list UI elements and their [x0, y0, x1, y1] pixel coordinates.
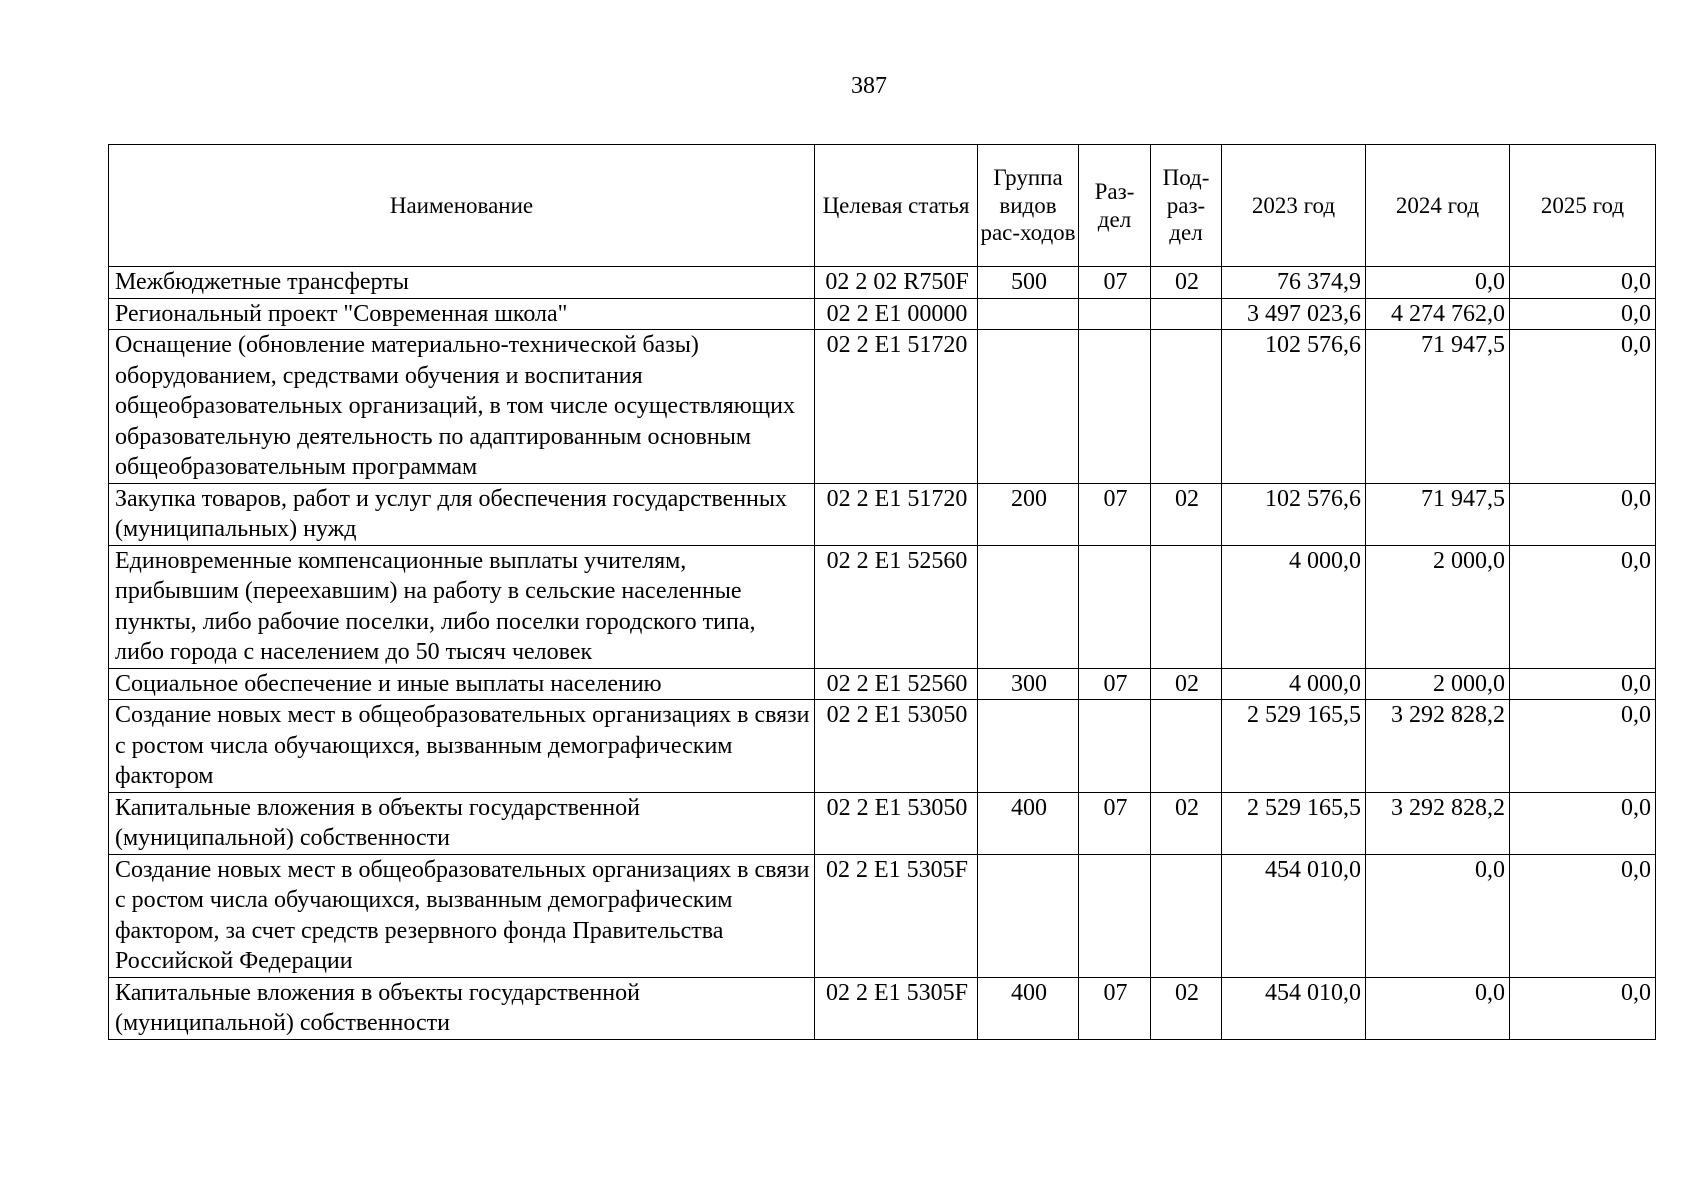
cell-year-2024: 4 274 762,0: [1366, 298, 1510, 330]
cell-year-2025: 0,0: [1510, 483, 1656, 545]
cell-subsection: 02: [1151, 267, 1222, 299]
cell-year-2023: 4 000,0: [1222, 668, 1366, 700]
table-row: [109, 792, 1656, 854]
cell-subsection: [1151, 545, 1222, 668]
header-year-2024: 2024 год: [1366, 145, 1510, 267]
cell-subsection: 02: [1151, 483, 1222, 545]
cell-year-2025: 0,0: [1510, 792, 1656, 854]
cell-year-2024: 0,0: [1366, 267, 1510, 299]
table-row: [109, 977, 1656, 1039]
cell-subsection: [1151, 330, 1222, 484]
cell-target-article: 02 2 E1 52560: [815, 545, 978, 668]
cell-section: 07: [1079, 977, 1151, 1039]
cell-year-2023: 2 529 165,5: [1222, 700, 1366, 793]
cell-name: Оснащение (обновление материально-технической базы) оборудованием, средствами обучения и воспитания общеобразовательных организаций, в том числе осуществляющих образовательную деятельность по адаптированным основным общеобразовательным программам: [109, 330, 815, 484]
table-header-row: [109, 145, 1656, 267]
cell-name: Социальное обеспечение и иные выплаты населению: [109, 668, 815, 700]
cell-year-2024: 71 947,5: [1366, 330, 1510, 484]
cell-year-2024: 2 000,0: [1366, 545, 1510, 668]
cell-name: Региональный проект "Современная школа": [109, 298, 815, 330]
cell-section: 07: [1079, 267, 1151, 299]
cell-section: [1079, 545, 1151, 668]
cell-year-2025: 0,0: [1510, 330, 1656, 484]
table-body: [109, 267, 1656, 1040]
cell-section: [1079, 700, 1151, 793]
cell-target-article: 02 2 E1 51720: [815, 330, 978, 484]
cell-expense-group: 400: [978, 977, 1079, 1039]
table-row: [109, 545, 1656, 668]
cell-year-2025: 0,0: [1510, 700, 1656, 793]
cell-target-article: 02 2 E1 51720: [815, 483, 978, 545]
cell-year-2025: 0,0: [1510, 545, 1656, 668]
cell-expense-group: [978, 298, 1079, 330]
cell-year-2023: 2 529 165,5: [1222, 792, 1366, 854]
cell-year-2024: 0,0: [1366, 854, 1510, 977]
cell-expense-group: 300: [978, 668, 1079, 700]
cell-year-2025: 0,0: [1510, 267, 1656, 299]
cell-target-article: 02 2 E1 5305F: [815, 854, 978, 977]
cell-year-2025: 0,0: [1510, 298, 1656, 330]
table-row: [109, 700, 1656, 793]
cell-name: Закупка товаров, работ и услуг для обеспечения государственных (муниципальных) нужд: [109, 483, 815, 545]
cell-subsection: [1151, 854, 1222, 977]
cell-year-2023: 3 497 023,6: [1222, 298, 1366, 330]
cell-section: [1079, 330, 1151, 484]
cell-year-2023: 4 000,0: [1222, 545, 1366, 668]
cell-year-2025: 0,0: [1510, 854, 1656, 977]
cell-section: [1079, 298, 1151, 330]
cell-target-article: 02 2 02 R750F: [815, 267, 978, 299]
cell-section: 07: [1079, 792, 1151, 854]
header-section: Раз-дел: [1079, 145, 1151, 267]
cell-name: Капитальные вложения в объекты государственной (муниципальной) собственности: [109, 977, 815, 1039]
header-name: Наименование: [109, 145, 815, 267]
table-row: [109, 330, 1656, 484]
cell-expense-group: [978, 854, 1079, 977]
cell-section: 07: [1079, 483, 1151, 545]
budget-table: [108, 144, 1656, 1040]
table-row: [109, 267, 1656, 299]
cell-year-2024: 0,0: [1366, 977, 1510, 1039]
cell-subsection: [1151, 298, 1222, 330]
table-row: [109, 854, 1656, 977]
cell-expense-group: [978, 330, 1079, 484]
cell-name: Создание новых мест в общеобразовательных организациях в связи с ростом числа обучающихся, вызванным демографическим фактором: [109, 700, 815, 793]
cell-year-2023: 76 374,9: [1222, 267, 1366, 299]
table-row: [109, 668, 1656, 700]
cell-year-2023: 102 576,6: [1222, 330, 1366, 484]
cell-name: Создание новых мест в общеобразовательных организациях в связи с ростом числа обучающихся, вызванным демографическим фактором, за счет средств резервного фонда Правительства Российской Федерации: [109, 854, 815, 977]
cell-target-article: 02 2 E1 5305F: [815, 977, 978, 1039]
cell-subsection: 02: [1151, 977, 1222, 1039]
cell-target-article: 02 2 E1 52560: [815, 668, 978, 700]
cell-year-2025: 0,0: [1510, 668, 1656, 700]
cell-expense-group: 500: [978, 267, 1079, 299]
cell-expense-group: 200: [978, 483, 1079, 545]
cell-year-2024: 3 292 828,2: [1366, 792, 1510, 854]
cell-subsection: 02: [1151, 668, 1222, 700]
header-year-2023: 2023 год: [1222, 145, 1366, 267]
cell-name: Межбюджетные трансферты: [109, 267, 815, 299]
cell-subsection: [1151, 700, 1222, 793]
cell-year-2024: 71 947,5: [1366, 483, 1510, 545]
cell-year-2024: 3 292 828,2: [1366, 700, 1510, 793]
header-subsection: Под-раз-дел: [1151, 145, 1222, 267]
cell-target-article: 02 2 E1 00000: [815, 298, 978, 330]
cell-name: Единовременные компенсационные выплаты учителям, прибывшим (переехавшим) на работу в сельские населенные пункты, либо рабочие поселки, либо поселки городского типа, либо города с населением до 50 тысяч человек: [109, 545, 815, 668]
cell-target-article: 02 2 E1 53050: [815, 792, 978, 854]
table-row: [109, 483, 1656, 545]
header-expense-group: Группа видов рас-ходов: [978, 145, 1079, 267]
cell-year-2023: 454 010,0: [1222, 854, 1366, 977]
header-year-2025: 2025 год: [1510, 145, 1656, 267]
cell-subsection: 02: [1151, 792, 1222, 854]
cell-target-article: 02 2 E1 53050: [815, 700, 978, 793]
page-number: 387: [851, 73, 887, 99]
cell-year-2025: 0,0: [1510, 977, 1656, 1039]
cell-year-2023: 454 010,0: [1222, 977, 1366, 1039]
cell-name: Капитальные вложения в объекты государственной (муниципальной) собственности: [109, 792, 815, 854]
cell-section: 07: [1079, 668, 1151, 700]
cell-section: [1079, 854, 1151, 977]
cell-expense-group: 400: [978, 792, 1079, 854]
cell-expense-group: [978, 700, 1079, 793]
table-row: [109, 298, 1656, 330]
cell-expense-group: [978, 545, 1079, 668]
cell-year-2024: 2 000,0: [1366, 668, 1510, 700]
cell-year-2023: 102 576,6: [1222, 483, 1366, 545]
header-target-article: Целевая статья: [815, 145, 978, 267]
